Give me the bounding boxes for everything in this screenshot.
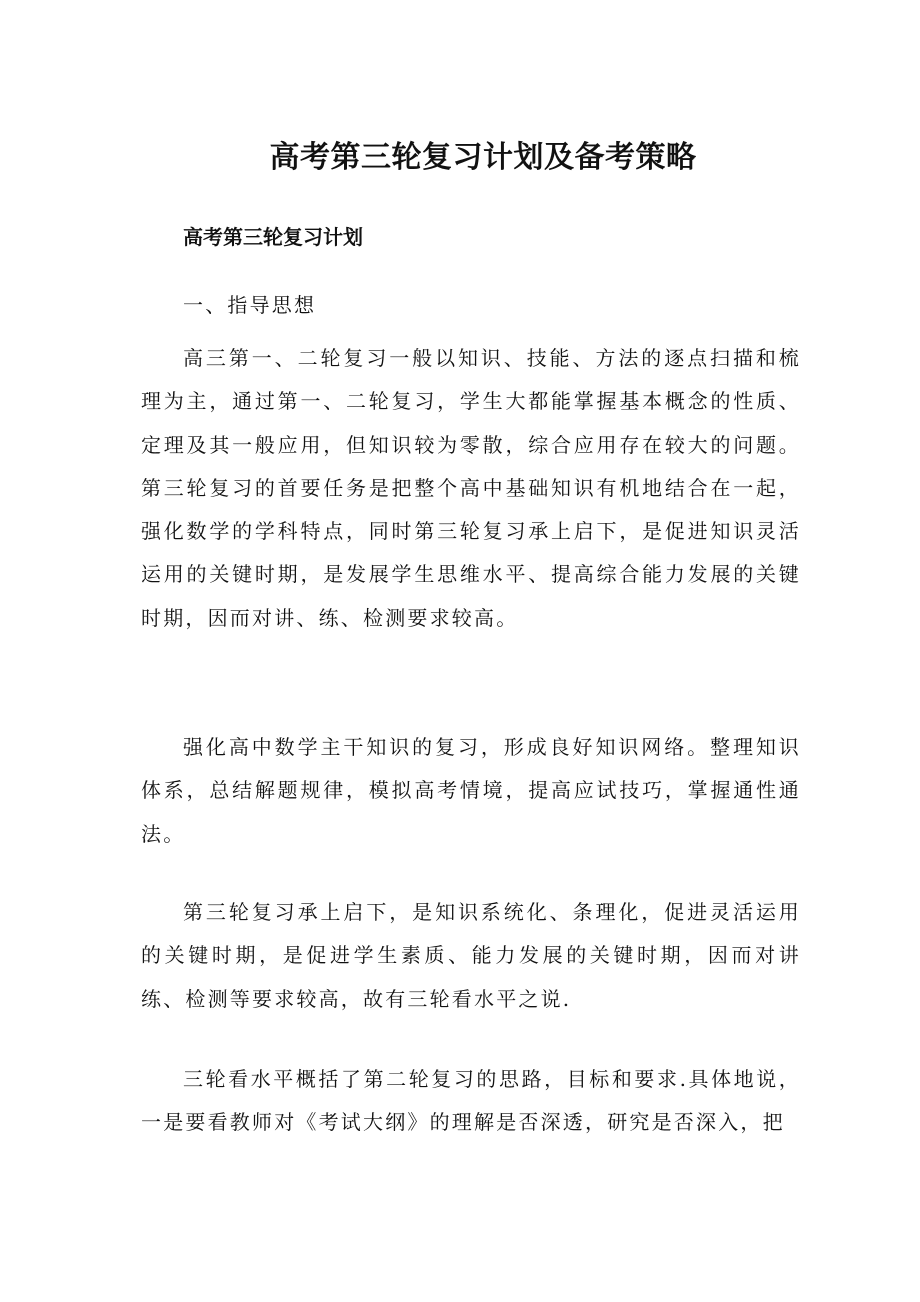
paragraph-3: 第三轮复习承上启下，是知识系统化、条理化，促进灵活运用的关键时期，是促进学生素质、能力发展的关键时期，因而对讲练、检测等要求较高，故有三轮看水平之说. — [141, 900, 801, 1011]
paragraph-4: 三轮看水平概括了第二轮复习的思路，目标和要求.具体地说，一是要看教师对《考试大纲》的理解是否深透，研究是否深入，把 — [141, 1067, 801, 1135]
paragraph-2: 强化高中数学主干知识的复习，形成良好知识网络。整理知识体系，总结解题规律，模拟高考情境，提高应试技巧，掌握通性通法。 — [141, 735, 801, 846]
paragraph-1: 高三第一、二轮复习一般以知识、技能、方法的逐点扫描和梳理为主，通过第一、二轮复习，学生大都能掌握基本概念的性质、定理及其一般应用，但知识较为零散，综合应用存在较大的问题。第三轮复习的首要任务是把整个高中基础知识有机地结合在一起，强化数学的学科特点，同时第三轮复习承上启下，是促进知识灵活运用的关键时期，是发展学生思维水平、提高综合能力发展的关键时期，因而对讲、练、检测要求较高。 — [141, 346, 801, 630]
subsection-heading: 一、指导思想 — [183, 293, 317, 317]
document-title: 高考第三轮复习计划及备考策略 — [269, 140, 697, 175]
section-heading: 高考第三轮复习计划 — [183, 225, 363, 249]
